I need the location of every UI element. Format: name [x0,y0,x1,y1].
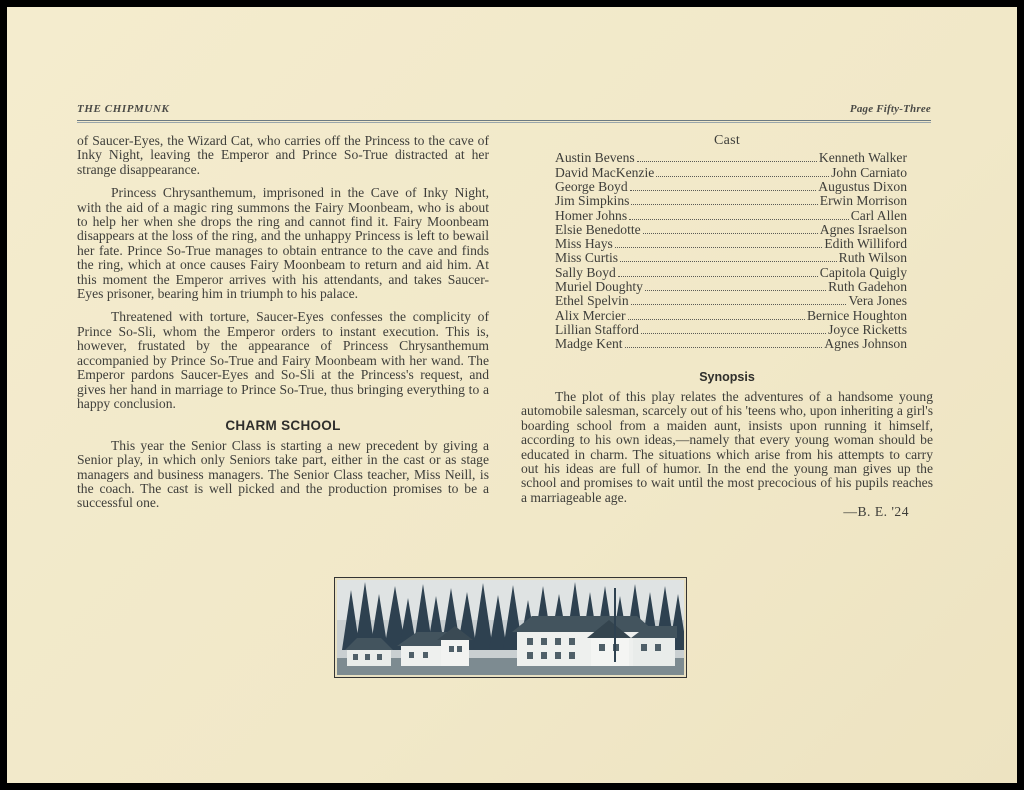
cast-actor: Ruth Wilson [838,250,907,266]
cast-row [555,251,907,265]
cast-role: Muriel Doughty [555,279,643,295]
section-title: CHARM SCHOOL [225,418,341,434]
paragraph: of Saucer-Eyes, the Wizard Cat, who carries off the Princess to the cave of Inky Night, leaving the Emperor and Prince So-True distracted at her strange disappearance. [77,133,489,177]
dot-leader [631,294,847,305]
cast-actor: John Carniato [831,164,907,180]
dot-leader [645,280,826,291]
cast-role: Alix Mercier [555,307,626,323]
dot-leader [643,223,818,234]
cast-role: Lillian Stafford [555,321,639,337]
cast-actor: Kenneth Walker [818,150,907,166]
cast-row [555,337,907,351]
cast-row [555,266,907,280]
dot-leader [628,309,805,320]
page [7,7,1017,783]
school-photograph [334,577,687,678]
page-number: Page Fifty-Three [849,103,931,115]
cast-actor: Carl Allen [850,207,907,223]
dot-leader [641,323,826,334]
cast-title: Cast [713,133,741,148]
cast-role: George Boyd [555,179,628,194]
cast-row [555,194,907,208]
photograph-image [337,580,684,675]
dot-leader [618,266,818,277]
left-column [77,134,489,511]
publication-title: THE CHIPMUNK [77,103,170,115]
dot-leader [620,251,837,262]
cast-row [555,280,907,294]
cast-role: Elsie Benedotte [555,221,641,237]
cast-row [555,309,907,323]
cast-actor: Augustus Dixon [818,179,907,194]
paragraph: This year the Senior Class is starting a new precedent by giving a Senior play, in which only Seniors take part, either in the cast or as stage managers and business managers. The Senior Class teacher, Miss Neill, is the coach. The cast is well picked and the production promises to be a successful one. [77,437,489,511]
cast-actor: Capitola Quigly [819,264,907,280]
cast-actor: Edith Williford [824,236,907,252]
cast-role: Jim Simpkins [555,193,630,209]
synopsis-title: Synopsis [699,369,755,384]
cast-actor: Agnes Johnson [824,336,907,352]
cast-role: David MacKenzie [555,164,655,180]
dot-leader [631,194,817,205]
cast-actor: Agnes Israelson [819,221,907,237]
cast-list [555,151,907,351]
cast-actor: Vera Jones [848,293,907,309]
cast-row [555,166,907,180]
cast-row [555,209,907,223]
cast-role: Madge Kent [555,336,623,352]
cast-actor: Ruth Gadehon [828,279,907,295]
dot-leader [630,180,817,191]
cast-role: Miss Hays [555,236,613,252]
right-column [521,134,933,520]
header-rule [77,120,931,123]
cast-row [555,180,907,194]
cast-row [555,151,907,165]
cast-role: Miss Curtis [555,250,619,266]
cast-role: Homer Johns [555,207,628,223]
cast-row [555,237,907,251]
dot-leader [656,166,829,177]
signature: —B. E. '24 [843,504,909,520]
cast-role: Ethel Spelvin [555,293,629,309]
cast-row [555,323,907,337]
cast-role: Sally Boyd [555,264,616,280]
cast-row [555,294,907,308]
dot-leader [629,209,849,220]
cast-row [555,223,907,237]
cast-role: Austin Bevens [555,150,635,166]
paragraph: Princess Chrysanthemum, imprisoned in the Cave of Inky Night, with the aid of a magic ring summons the Fairy Moonbeam, who is about to help her when she drops the ring and cannot find it. Fairy Moonbeam disappears at the loss of the ring, and the unhappy Princess is left to bewail her fate. Prince So-True manages to obtain entrance to the cave and finds the ring, which at once causes Fairy Moonbeam to return and aid him. At this moment the Emperor arrives with his attendants, and takes Saucer-Eyes prisoner, bearing him in triumph to his palace. [77,185,489,302]
dot-leader [637,151,817,162]
dot-leader [625,337,823,348]
synopsis-paragraph: The plot of this play relates the adventures of a handsome young automobile salesman, scarcely out of his 'teens who, upon inheriting a girl's boarding school from a maiden aunt, insists upon running it himself, according to his own ideas,—namely that every young woman should be educated in charm. The situations which arise from his attempts to carry out his ideas are full of humor. In the end the young man gives up the school and promises to wait until the most precocious of his pupils reaches a marriageable age. [521,388,933,505]
paragraph: Threatened with torture, Saucer-Eyes confesses the complicity of Prince So-Sli, whom the Emperor orders to instant execution. This is, however, frustated by the appearance of Princess Chrysanthemum accompanied by Prince So-True and Fairy Moonbeam with her wand. The Emperor pardons Saucer-Eyes and So-Sli at the Princess's request, and gives her hand in marriage to Prince So-True, thus bringing everything to a happy conclusion. [77,309,489,411]
cast-actor: Erwin Morrison [819,193,907,209]
cast-actor: Bernice Houghton [806,307,907,323]
dot-leader [615,237,823,248]
cast-actor: Joyce Ricketts [828,321,907,337]
